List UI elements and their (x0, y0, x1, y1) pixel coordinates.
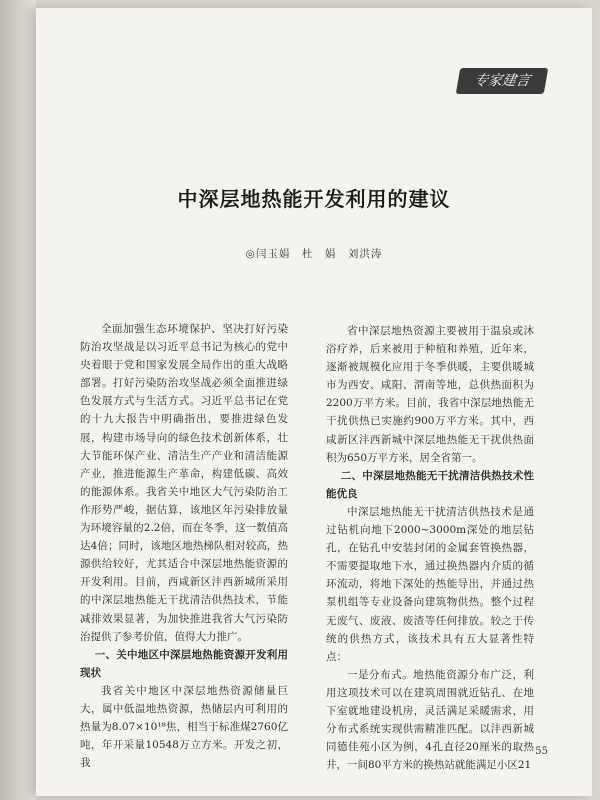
paragraph: 我省关中地区中深层地热资源储量巨大，属中低温地热资源，热储层内可利用的热量为8.07×10¹⁸焦，相当于标准煤2760亿吨，年开采量10548万立方米。开发之初，我 (80, 684, 288, 770)
page-number: 55 (535, 746, 548, 757)
paragraph: 中深层地热能无干扰清洁供热技术是通过钻机向地下2000~3000m深处的地层钻孔，在钻孔中安装封闭的金属套管换热器，不需要提取地下水，通过换热器内介质的循环流动，将地下深处的热能导出，并通过热泵机组等专业设备向建筑物供热。整个过程无废气、废液、废渣等任何排放。较之于传统的供热方式，该技术具有五大显著性特点： (326, 505, 534, 663)
section-heading: 一、关中地区中深层地热能资源开发利用现状 (80, 648, 288, 679)
column-right (326, 322, 534, 774)
section-heading: 二、中深层地热能无干扰清洁供热技术性能优良 (326, 469, 534, 500)
column-left (80, 320, 288, 772)
section-tag: 专家建言 (456, 68, 549, 94)
article-authors: ◎闫玉娟 杜 娟 刘洪涛 (245, 248, 383, 260)
paragraph: 省中深层地热资源主要被用于温泉或沐浴疗养，后来被用于种植和养殖，近年来，逐渐被规模化应用于冬季供暖，主要供暖城市为西安、咸阳、渭南等地，总供热面积为2200万平方米。目前，我省中深层地热能无干扰供热已实施约900万平方米。其中，西咸新区沣西新城中深层地热能无干扰供热面积为650万平方米，居全省第一。 (326, 325, 534, 464)
paragraph: 一是分布式。地热能资源分布广泛，利用这项技术可以在建筑周围就近钻孔、在地下室就地建设机房，灵活满足采暖需求，用分布式系统实现供需精准匹配。以沣西新城同德佳苑小区为例，4孔直径20厘米的取热井，一间80平方米的换热站就能满足小区21 (326, 668, 534, 772)
book-gutter (0, 0, 36, 800)
paragraph: 全面加强生态环境保护、坚决打好污染防治攻坚战是以习近平总书记为核心的党中央着眼于党和国家发展全局作出的重大战略部署。打好污染防治攻坚战必须全面推进绿色发展方式与生活方式。习近平总书记在党的十九大报告中明确指出，要推进绿色发展，构建市场导向的绿色技术创新体系，壮大节能环保产业、清洁生产产业和清洁能源产业，推进能源生产革命，构建低碳、高效的能源体系。我省关中地区大气污染防治工作形势严峻，据估算，该地区年污染排放量为环境容量的2.2倍，而在冬季，这一数值高达4倍；同时，该地区地热梯队相对较高，热源供给较好，尤其适合中深层地热能资源的开发利用。目前，西咸新区沣西新城所采用的中深层地热能无干扰清洁供热技术，节能减排效果显著，为加快推进我省大气污染防治提供了参考价值，值得大力推广。 (80, 323, 288, 643)
article-title: 中深层地热能开发利用的建议 (177, 187, 451, 211)
document-page (36, 8, 592, 796)
